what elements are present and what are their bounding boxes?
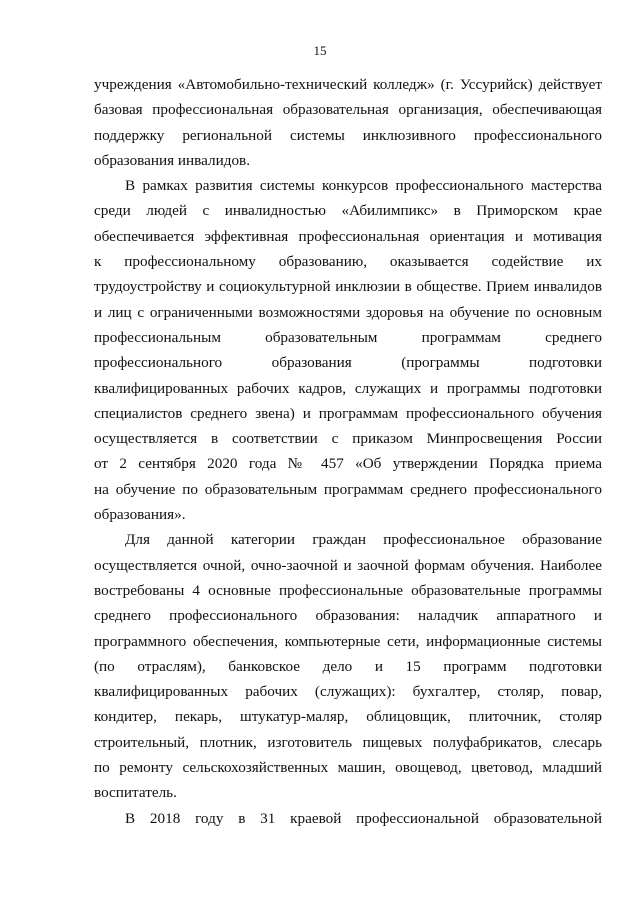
text-line: профессионального образования (программы подготовки xyxy=(94,354,602,372)
text-line: среднего профессионального образования: наладчик аппаратного и xyxy=(94,607,602,625)
text-line: квалифицированных рабочих (служащих): бухгалтер, столяр, повар, xyxy=(94,683,602,701)
text-line: на обучение по образовательным программам среднего профессионального xyxy=(94,480,602,498)
text-line: востребованы 4 основные профессиональные образовательные программы xyxy=(94,581,602,599)
text-line: базовая профессиональная образовательная организация, обеспечивающая xyxy=(94,101,602,119)
paragraph xyxy=(94,72,602,173)
text-line: обеспечивается эффективная профессиональная ориентация и мотивация xyxy=(94,227,602,245)
text-line: осуществляется очной, очно-заочной и заочной формам обучения. Наиболее xyxy=(94,556,602,574)
text-line: учреждения «Автомобильно-технический колледж» (г. Уссурийск) действует xyxy=(94,76,602,93)
text-line: кондитер, пекарь, штукатур-маляр, облицовщик, плиточник, столяр xyxy=(94,708,602,726)
text-line: программного обеспечения, компьютерные сети, информационные системы xyxy=(94,632,602,650)
paragraph xyxy=(94,173,602,527)
document-body xyxy=(94,72,602,831)
text-line: строительный, плотник, изготовитель пищевых полуфабрикатов, слесарь xyxy=(94,733,602,751)
text-line: (по отраслям), банковское дело и 15 программ подготовки xyxy=(94,657,602,675)
text-line: от 2 сентября 2020 года № 457 «Об утверждении Порядка приема xyxy=(94,455,602,473)
text-line: профессиональным образовательным программам среднего xyxy=(94,328,602,346)
text-line: В рамках развития системы конкурсов профессионального мастерства xyxy=(125,177,602,195)
text-line: В 2018 году в 31 краевой профессиональной образовательной xyxy=(125,809,602,827)
text-line: осуществляется в соответствии с приказом Минпросвещения России xyxy=(94,430,602,448)
paragraph xyxy=(94,806,602,831)
text-line: среди людей с инвалидностью «Абилимпикс» в Приморском крае xyxy=(94,202,602,220)
text-line: и лиц с ограниченными возможностями здоровья на обучение по основным xyxy=(94,303,602,321)
paragraph xyxy=(94,527,602,805)
page-number: 15 xyxy=(313,43,327,58)
text-line: трудоустройству и социокультурной инклюзии в обществе. Прием инвалидов xyxy=(94,278,602,296)
text-line: воспитатель. xyxy=(94,784,177,802)
text-line: специалистов среднего звена) и программам профессионального обучения xyxy=(94,404,602,422)
text-line: к профессиональному образованию, оказывается содействие их xyxy=(94,253,602,271)
text-line: образования». xyxy=(94,506,186,524)
text-line: образования инвалидов. xyxy=(94,151,251,169)
text-line: поддержку региональной системы инклюзивного профессионального xyxy=(94,126,602,144)
text-line: квалифицированных рабочих кадров, служащих и программы подготовки xyxy=(94,379,602,397)
text-line: Для данной категории граждан профессиональное образование xyxy=(125,531,602,549)
text-line: по ремонту сельскохозяйственных машин, овощевод, цветовод, младший xyxy=(94,759,602,777)
